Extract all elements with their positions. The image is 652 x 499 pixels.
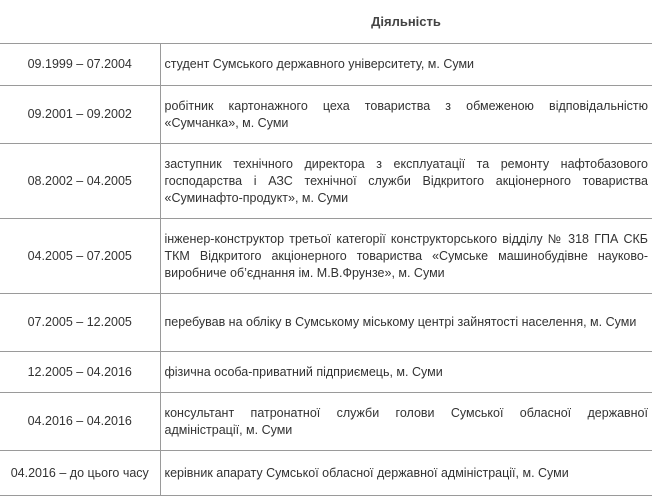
period-cell: 04.2016 – до цього часу bbox=[0, 451, 160, 496]
column-header-activity: Діяльність bbox=[160, 0, 652, 44]
period-cell: 07.2005 – 12.2005 bbox=[0, 294, 160, 352]
table-row bbox=[0, 44, 652, 86]
activity-cell: робітник картонажного цеха товариства з обмеженою відповідальністю «Сумчанка», м. Суми bbox=[160, 86, 652, 144]
activity-cell: студент Сумського державного університету, м. Суми bbox=[160, 44, 652, 86]
period-cell: 09.2001 – 09.2002 bbox=[0, 86, 160, 144]
activity-cell: консультант патронатної служби голови Сумської обласної державної адміністрації, м. Суми bbox=[160, 393, 652, 451]
table-row bbox=[0, 393, 652, 451]
table-row bbox=[0, 352, 652, 393]
table-row bbox=[0, 219, 652, 294]
period-cell: 12.2005 – 04.2016 bbox=[0, 352, 160, 393]
table-header-row bbox=[0, 0, 652, 44]
period-cell: 04.2016 – 04.2016 bbox=[0, 393, 160, 451]
table-row bbox=[0, 86, 652, 144]
period-cell: 08.2002 – 04.2005 bbox=[0, 144, 160, 219]
table-row bbox=[0, 294, 652, 352]
column-header-period bbox=[0, 0, 160, 44]
table-row bbox=[0, 451, 652, 496]
table-row bbox=[0, 144, 652, 219]
activity-cell: керівник апарату Сумської обласної державної адміністрації, м. Суми bbox=[160, 451, 652, 496]
period-cell: 09.1999 – 07.2004 bbox=[0, 44, 160, 86]
period-cell: 04.2005 – 07.2005 bbox=[0, 219, 160, 294]
activity-cell: заступник технічного директора з експлуатації та ремонту нафтобазового господарства і АЗС технічної служби Відкритого акціонерного товариства «Суминафто-продукт», м. Суми bbox=[160, 144, 652, 219]
activity-cell: фізична особа-приватний підприємець, м. Суми bbox=[160, 352, 652, 393]
activity-cell: інженер-конструктор третьої категорії конструкторського відділу № 318 ГПА СКБ ТКМ Відкритого акціонерного товариства «Сумське машинобудівне науково-виробниче об’єднання ім. М.В.Фрунзе», м. Суми bbox=[160, 219, 652, 294]
activity-cell: перебував на обліку в Сумському міському центрі зайнятості населення, м. Суми bbox=[160, 294, 652, 352]
